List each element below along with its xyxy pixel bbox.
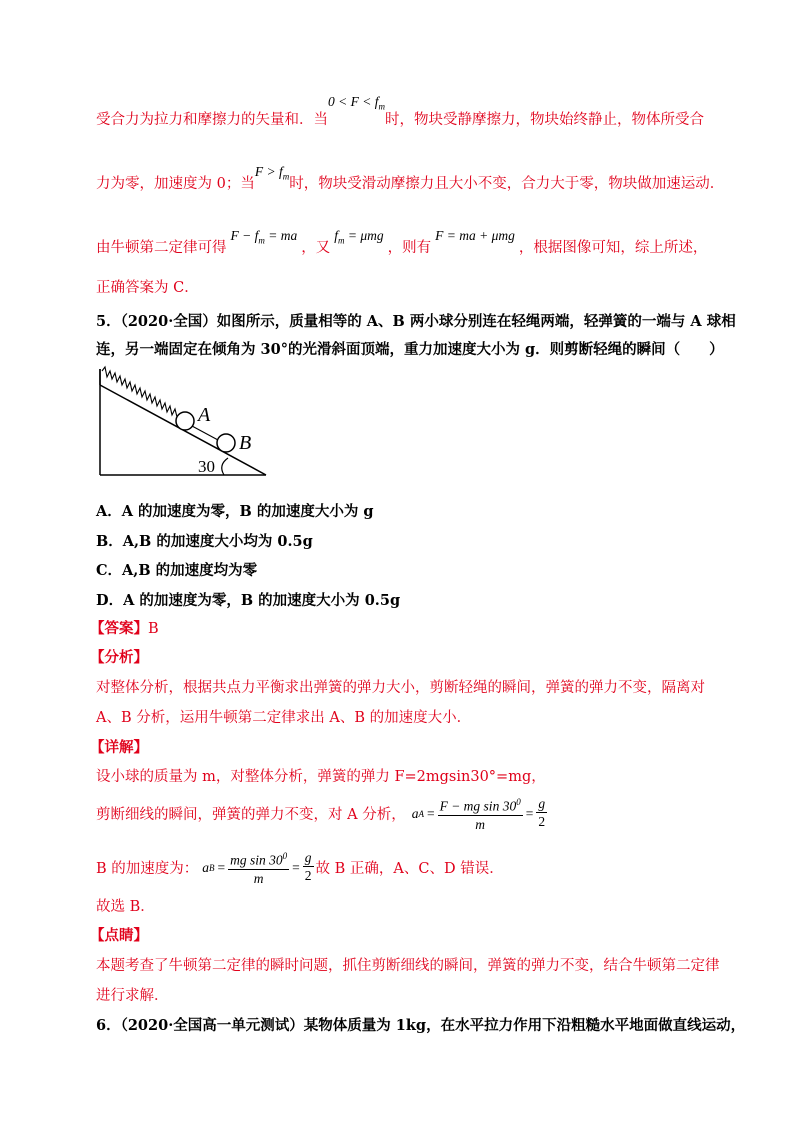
text: 剪断细线的瞬间，弹簧的弹力不变，对 A 分析， xyxy=(96,807,406,824)
analysis-tag: 【分析】 xyxy=(90,649,148,666)
math-inline: $F - f_m$ = ma xyxy=(230,228,298,246)
detail-tag: 【详解】 xyxy=(90,739,148,756)
p4-line-3 xyxy=(96,228,708,258)
math-inline: $F > f_m$ xyxy=(254,164,290,182)
text: B 的加速度为： xyxy=(96,861,199,878)
text: ，则有 xyxy=(387,240,432,256)
label-b: B xyxy=(239,432,252,454)
p4-line-2 xyxy=(96,164,725,194)
choose-line: 故选 B． xyxy=(96,899,155,915)
comment-tag: 【点睛】 xyxy=(90,927,148,944)
label-a: A xyxy=(198,404,211,426)
text: 时，物块受滑动摩擦力且大小不变，合力大于零，物块做加速运动． xyxy=(289,176,725,192)
text: 由牛顿第二定律可得 xyxy=(96,240,227,256)
q5-stem-line-1 xyxy=(96,310,736,331)
q5-stem-line-2: 连，另一端固定在倾角为 30°的光滑斜面顶端，重力加速度大小为 g．则剪断轻绳的瞬间（ ） xyxy=(96,341,724,358)
detail-line-2 xyxy=(96,794,547,834)
question-number: 6． xyxy=(96,1017,121,1034)
question-number: 5． xyxy=(96,313,121,330)
q6-stem-line-1 xyxy=(96,1014,745,1035)
p4-line-4: 正确答案为 C． xyxy=(96,280,199,296)
text: 力为零，加速度为 0；当 xyxy=(96,176,255,192)
text: 某物体质量为 1kg，在水平拉力作用下沿粗糙水平地面做直线运动， xyxy=(303,1017,746,1034)
angle-arc xyxy=(222,458,228,475)
option-a: A．A 的加速度为零，B 的加速度大小为 g xyxy=(96,503,374,520)
comment-line-1: 本题考查了牛顿第二定律的瞬时问题，抓住剪断细线的瞬间，弹簧的弹力不变，结合牛顿第二定律 xyxy=(96,958,720,974)
option-b: B．A,B 的加速度大小均为 0.5g xyxy=(96,533,313,550)
question-source: （2020·全国高一单元测试） xyxy=(120,1017,304,1034)
text: 故 B 正确，A、C、D 错误． xyxy=(315,861,504,878)
equation-b-accel: a B = $\frac{mg \sin 30^0}{m}$ = $\frac{g}{2}$ xyxy=(202,848,313,888)
answer-tag: 【答案】 xyxy=(90,620,148,637)
math-inline: F = ma + μmg xyxy=(435,228,515,243)
answer-value: B xyxy=(148,621,159,637)
text: 受合力为拉力和摩擦力的矢量和．当 xyxy=(96,112,328,128)
incline-figure xyxy=(96,365,271,480)
text: ，又 xyxy=(301,240,331,256)
light-rope xyxy=(192,426,218,440)
option-c: C．A,B 的加速度均为零 xyxy=(96,562,258,579)
math-inline: $0 < F < f_m$ xyxy=(328,94,385,112)
ball-a xyxy=(176,412,194,430)
ball-b xyxy=(217,434,235,452)
text: 如图所示，质量相等的 A、B 两小球分别连在轻绳两端，轻弹簧的一端与 A 球相 xyxy=(216,313,736,330)
detail-line-3 xyxy=(96,848,504,888)
p4-line-1 xyxy=(96,94,704,130)
question-source: （2020·全国） xyxy=(120,313,217,330)
label-angle: 30 xyxy=(198,457,215,476)
comment-line-2: 进行求解． xyxy=(96,988,169,1004)
analysis-line-1: 对整体分析，根据共点力平衡求出弹簧的弹力大小，剪断轻绳的瞬间，弹簧的弹力不变，隔离对 xyxy=(96,680,705,696)
math-inline: $f_m = \mu mg$ xyxy=(334,228,384,246)
option-d: D．A 的加速度为零，B 的加速度大小为 0.5g xyxy=(96,592,401,609)
equation-a-accel: a A = $\frac{F - mg \sin 30^0}{m}$ = $\frac{g}{2}$ xyxy=(412,794,547,834)
detail-line-1: 设小球的质量为 m，对整体分析，弹簧的弹力 F=2mgsin30°=mg， xyxy=(96,769,546,785)
analysis-line-2: A、B 分析，运用牛顿第二定律求出 A、B 的加速度大小． xyxy=(96,710,472,726)
answer-line xyxy=(90,617,159,638)
text: ，根据图像可知，综上所述， xyxy=(518,240,708,256)
text: 时，物块受静摩擦力，物块始终静止，物体所受合 xyxy=(384,112,704,128)
